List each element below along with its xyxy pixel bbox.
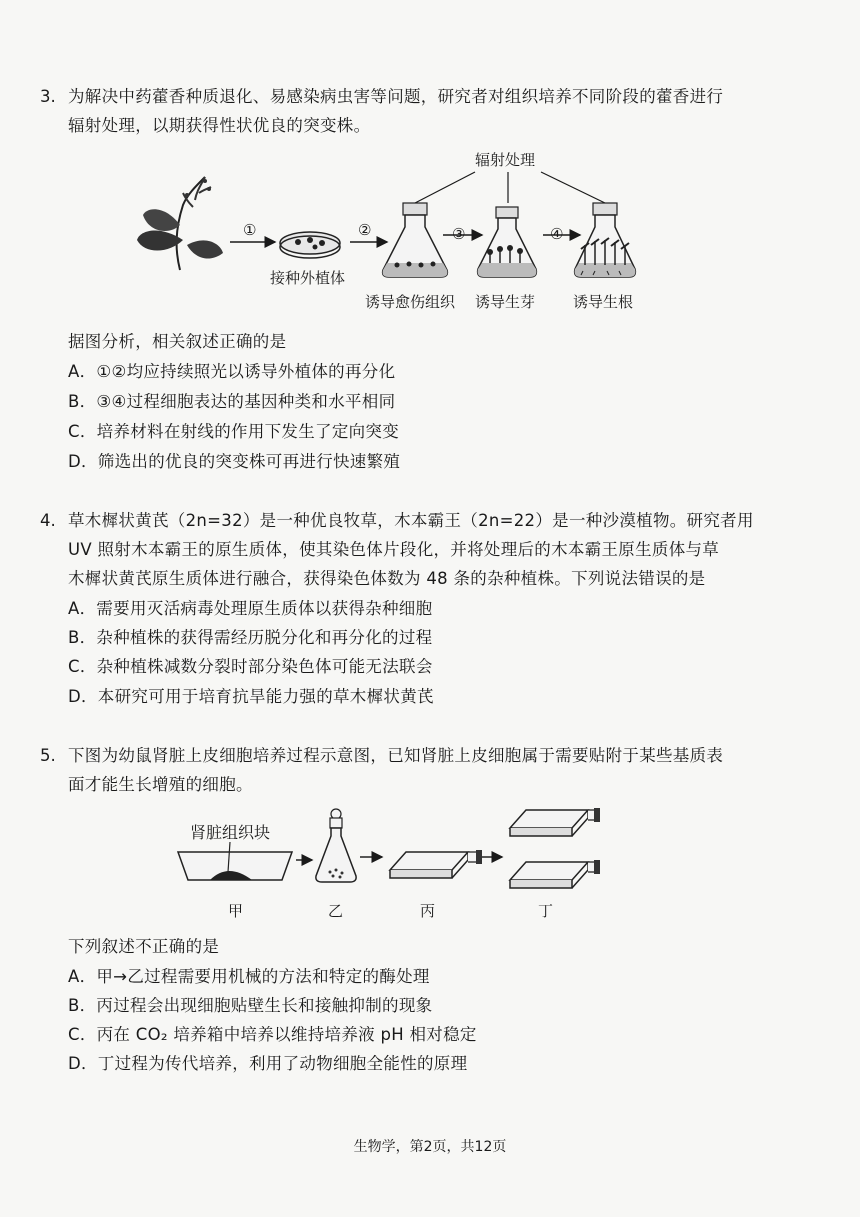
plant-icon: [137, 177, 223, 270]
q3-option-c: C．培养材料在射线的作用下发生了定向突变: [68, 422, 400, 441]
q5-option-b: B．丙过程会出现细胞贴壁生长和接触抑制的现象: [68, 996, 433, 1015]
q3-question: 据图分析，相关叙述正确的是: [68, 332, 287, 351]
q4-stem-line-1: 草木樨状黄芪（2n=32）是一种优良牧草，木本霸王（2n=22）是一种沙漠植物。研究者用: [68, 511, 754, 530]
q4-stem-line-2: UV 照射木本霸王的原生质体，使其染色体片段化，并将处理后的木本霸王原生质体与草: [68, 540, 720, 559]
q3-option-b: B．③④过程细胞表达的基因种类和水平相同: [68, 392, 396, 411]
q4-option-b: B．杂种植株的获得需经历脱分化和再分化的过程: [68, 628, 433, 647]
q5-cell-culture-figure: [170, 800, 610, 930]
q5-option-d: D．丁过程为传代培养，利用了动物细胞全能性的原理: [68, 1054, 468, 1073]
q3-option-a: A．①②均应持续照光以诱导外植体的再分化: [68, 362, 396, 381]
q5-question: 下列叙述不正确的是: [68, 937, 220, 956]
bud-label: 诱导生芽: [475, 293, 536, 311]
q4-option-a: A．需要用灭活病毒处理原生质体以获得杂种细胞: [68, 599, 433, 618]
bottle-bing-icon: [390, 850, 482, 878]
q4-option-d: D．本研究可用于培育抗旱能力强的草木樨状黄芪: [68, 687, 434, 706]
step-3-label: ③: [452, 225, 466, 243]
flask-root-icon: [575, 203, 636, 277]
q5-option-c: C．丙在 CO₂ 培养箱中培养以维持培养液 pH 相对稳定: [68, 1025, 477, 1044]
q3-number: 3.: [40, 87, 56, 106]
stage-yi-label: 乙: [328, 902, 344, 920]
q5-option-a: A．甲→乙过程需要用机械的方法和特定的酶处理: [68, 967, 430, 986]
explant-label: 接种外植体: [270, 269, 346, 287]
flask-bud-icon: [478, 207, 537, 277]
radiation-line-3: [541, 172, 605, 203]
q3-tissue-culture-figure: [125, 145, 665, 320]
q5-stem-line-2: 面才能生长增殖的细胞。: [68, 775, 253, 794]
q3-option-d: D．筛选出的优良的突变株可再进行快速繁殖: [68, 452, 401, 471]
step-4-label: ④: [550, 225, 564, 243]
flask-callus-icon: [383, 203, 448, 277]
callus-label: 诱导愈伤组织: [365, 293, 456, 311]
q4-option-c: C．杂种植株减数分裂时部分染色体可能无法联会: [68, 657, 433, 676]
stage-bing-label: 丙: [420, 902, 436, 920]
stage-ding-label: 丁: [538, 902, 554, 920]
q3-stem-line-1: 为解决中药藿香种质退化、易感染病虫害等问题，研究者对组织培养不同阶段的藿香进行: [68, 87, 724, 106]
step-2-label: ②: [358, 221, 372, 239]
page-footer: 生物学，第2页，共12页: [353, 1139, 507, 1155]
root-label: 诱导生根: [573, 293, 634, 311]
tissue-label: 肾脏组织块: [190, 823, 271, 842]
q3-stem-line-2: 辐射处理，以期获得性状优良的突变株。: [68, 116, 371, 135]
bottle-ding-bottom-icon: [510, 860, 600, 888]
stage-jia-label: 甲: [228, 902, 244, 920]
petri-dish-icon: [280, 232, 340, 258]
radiation-label: 辐射处理: [475, 151, 536, 169]
radiation-line-1: [415, 172, 475, 203]
dish-jia-icon: [178, 842, 292, 880]
flask-yi-icon: [316, 809, 356, 882]
q5-stem-line-1: 下图为幼鼠肾脏上皮细胞培养过程示意图，已知肾脏上皮细胞属于需要贴附于某些基质表: [68, 746, 724, 765]
step-1-label: ①: [243, 221, 257, 239]
q4-stem-line-3: 木樨状黄芪原生质体进行融合，获得染色体数为 48 条的杂种植株。下列说法错误的是: [68, 569, 706, 588]
bottle-ding-top-icon: [510, 808, 600, 836]
q5-number: 5.: [40, 746, 56, 765]
q4-number: 4.: [40, 511, 56, 530]
